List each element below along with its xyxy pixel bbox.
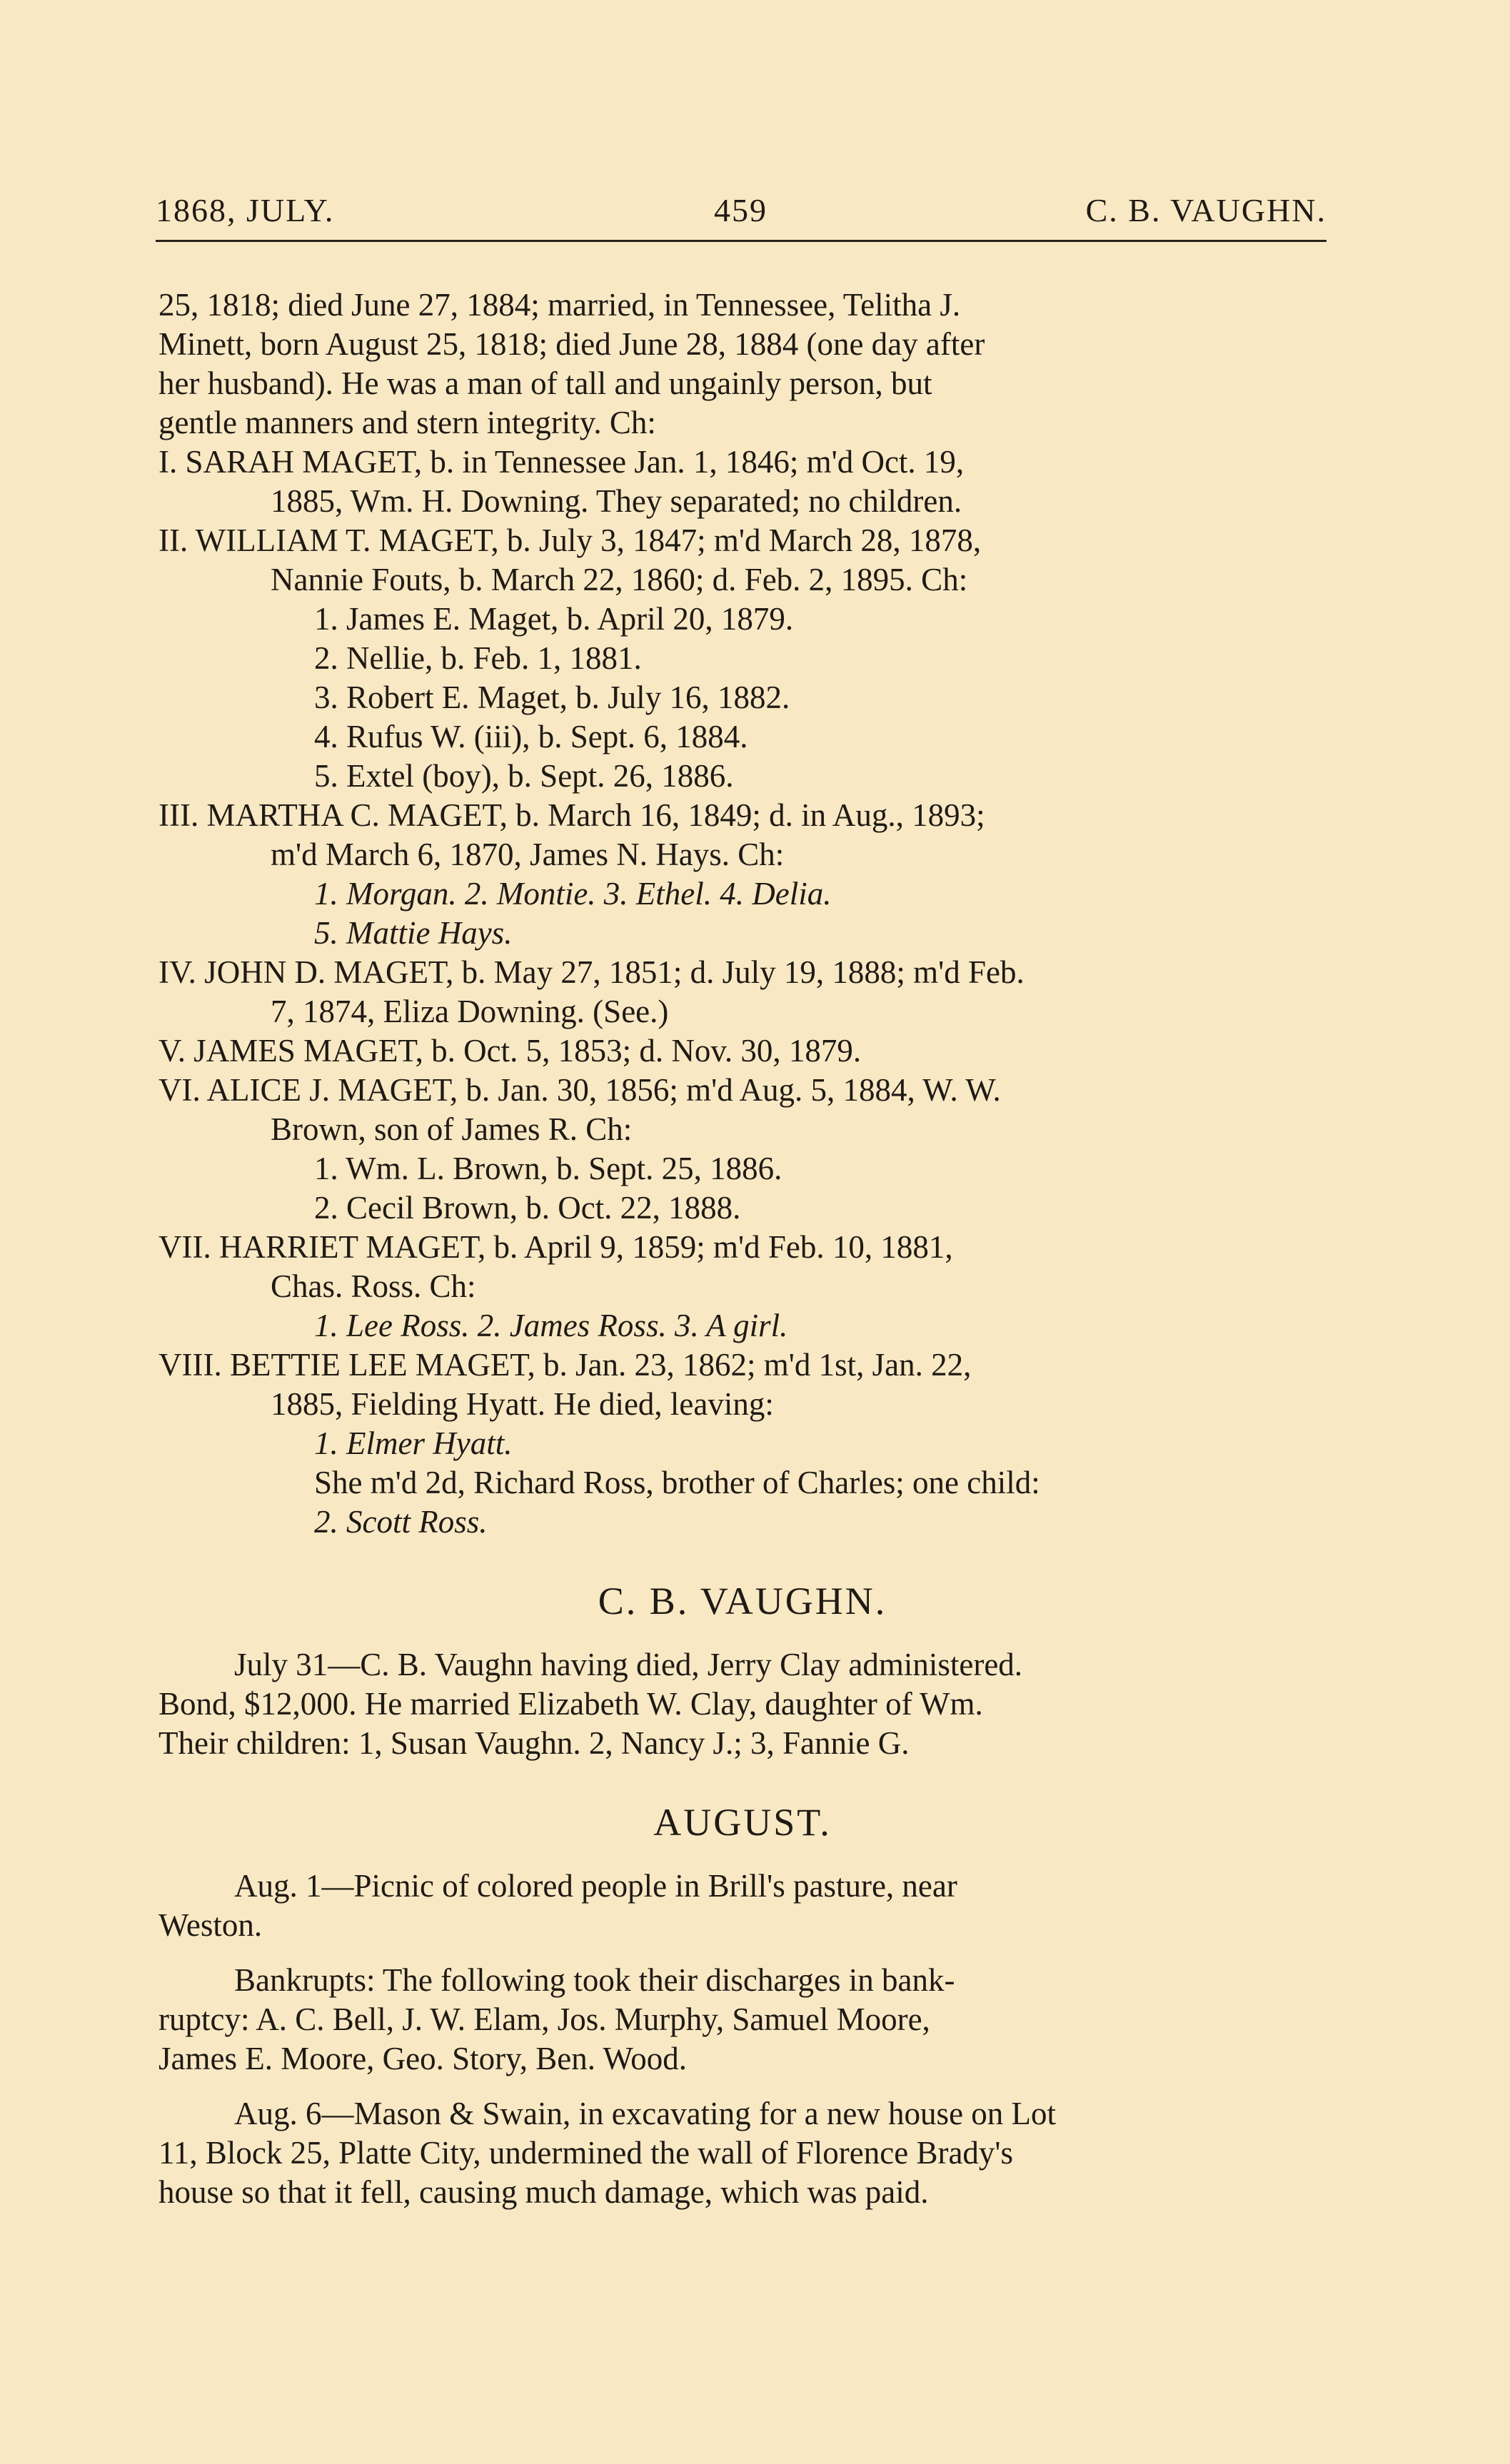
grandchild-line: 1. Elmer Hyatt. xyxy=(314,1425,513,1461)
header-date: 1868, JULY. xyxy=(156,192,335,228)
child-entry-line: m'd March 6, 1870, James N. Hays. Ch: xyxy=(271,837,785,872)
text-line: Aug. 6—Mason & Swain, in excavating for a new house on Lot xyxy=(234,2096,1057,2131)
page-number: 459 xyxy=(714,192,767,228)
child-entry-heading: I. SARAH MAGET, b. in Tennessee Jan. 1, 1846; m'd Oct. 19, xyxy=(158,444,965,480)
text-line: James E. Moore, Geo. Story, Ben. Wood. xyxy=(158,2041,688,2076)
vaughn-paragraph xyxy=(158,1645,1327,1763)
header-rule xyxy=(156,240,1327,242)
grandchild-line: 2. Cecil Brown, b. Oct. 22, 1888. xyxy=(314,1190,741,1226)
child-entry-line: 1885, Wm. H. Downing. They separated; no children. xyxy=(271,483,962,519)
text-line: Weston. xyxy=(158,1907,263,1943)
child-entry-heading: VI. ALICE J. MAGET, b. Jan. 30, 1856; m'd Aug. 5, 1884, W. W. xyxy=(158,1072,1001,1108)
mason-swain-paragraph xyxy=(158,2094,1327,2212)
text-line: ruptcy: A. C. Bell, J. W. Elam, Jos. Murphy, Samuel Moore, xyxy=(158,2001,930,2037)
running-header xyxy=(156,191,1327,234)
child-entry-heading: VII. HARRIET MAGET, b. April 9, 1859; m'd Feb. 10, 1881, xyxy=(158,1229,953,1265)
child-entry-line: Brown, son of James R. Ch: xyxy=(271,1111,633,1147)
child-entry-heading: II. WILLIAM T. MAGET, b. July 3, 1847; m'd March 28, 1878, xyxy=(158,522,982,558)
section-title: C. B. VAUGHN. xyxy=(598,1580,887,1622)
page-body xyxy=(158,286,1327,2212)
intro-paragraph xyxy=(158,286,1327,443)
text-line: Aug. 1—Picnic of colored people in Brill's pasture, near xyxy=(234,1868,957,1904)
grandchild-line: 4. Rufus W. (iii), b. Sept. 6, 1884. xyxy=(314,719,748,754)
text-line: 11, Block 25, Platte City, undermined the wall of Florence Brady's xyxy=(158,2135,1014,2171)
grandchild-line: 1. Lee Ross. 2. James Ross. 3. A girl. xyxy=(314,1308,788,1343)
text-line: July 31—C. B. Vaughn having died, Jerry Clay administered. xyxy=(234,1647,1023,1682)
grandchild-line: 5. Extel (boy), b. Sept. 26, 1886. xyxy=(314,758,734,794)
child-entry-line: 7, 1874, Eliza Downing. (See.) xyxy=(271,994,669,1029)
text-line: 25, 1818; died June 27, 1884; married, in Tennessee, Telitha J. xyxy=(158,287,961,323)
text-line: Their children: 1, Susan Vaughn. 2, Nancy J.; 3, Fannie G. xyxy=(158,1725,910,1761)
text-line: Bankrupts: The following took their discharges in bank- xyxy=(234,1962,955,1998)
text-line: Minett, born August 25, 1818; died June 28, 1884 (one day after xyxy=(158,326,985,362)
grandchild-line: 2. Nellie, b. Feb. 1, 1881. xyxy=(314,640,642,676)
grandchild-line: 5. Mattie Hays. xyxy=(314,915,513,951)
bankrupts-paragraph xyxy=(158,1961,1327,2079)
text-line: house so that it fell, causing much damage, which was paid. xyxy=(158,2174,929,2210)
grandchild-line: 1. Wm. L. Brown, b. Sept. 25, 1886. xyxy=(314,1151,782,1186)
text-line: Bond, $12,000. He married Elizabeth W. Clay, daughter of Wm. xyxy=(158,1686,983,1722)
grandchild-line: 1. James E. Maget, b. April 20, 1879. xyxy=(314,601,794,637)
section-title: AUGUST. xyxy=(653,1801,832,1844)
header-section: C. B. VAUGHN. xyxy=(1085,192,1327,228)
grandchild-line: 3. Robert E. Maget, b. July 16, 1882. xyxy=(314,680,790,715)
picnic-paragraph xyxy=(158,1867,1327,1945)
child-entry-heading: III. MARTHA C. MAGET, b. March 16, 1849; d. in Aug., 1893; xyxy=(158,797,985,833)
grandchild-line: 2. Scott Ross. xyxy=(314,1504,488,1540)
text-line: her husband). He was a man of tall and ungainly person, but xyxy=(158,365,932,401)
grandchild-line: She m'd 2d, Richard Ross, brother of Charles; one child: xyxy=(314,1465,1040,1500)
child-entry-line: Nannie Fouts, b. March 22, 1860; d. Feb. 2, 1895. Ch: xyxy=(271,562,968,597)
child-entry-heading: VIII. BETTIE LEE MAGET, b. Jan. 23, 1862; m'd 1st, Jan. 22, xyxy=(158,1347,972,1383)
child-entry-line: Chas. Ross. Ch: xyxy=(271,1268,476,1304)
text-line: gentle manners and stern integrity. Ch: xyxy=(158,405,656,440)
child-entry-line: 1885, Fielding Hyatt. He died, leaving: xyxy=(271,1386,774,1422)
child-entry-heading: V. JAMES MAGET, b. Oct. 5, 1853; d. Nov. 30, 1879. xyxy=(158,1033,862,1069)
child-entry-heading: IV. JOHN D. MAGET, b. May 27, 1851; d. July 19, 1888; m'd Feb. xyxy=(158,954,1025,990)
grandchild-line: 1. Morgan. 2. Montie. 3. Ethel. 4. Delia. xyxy=(314,876,832,912)
